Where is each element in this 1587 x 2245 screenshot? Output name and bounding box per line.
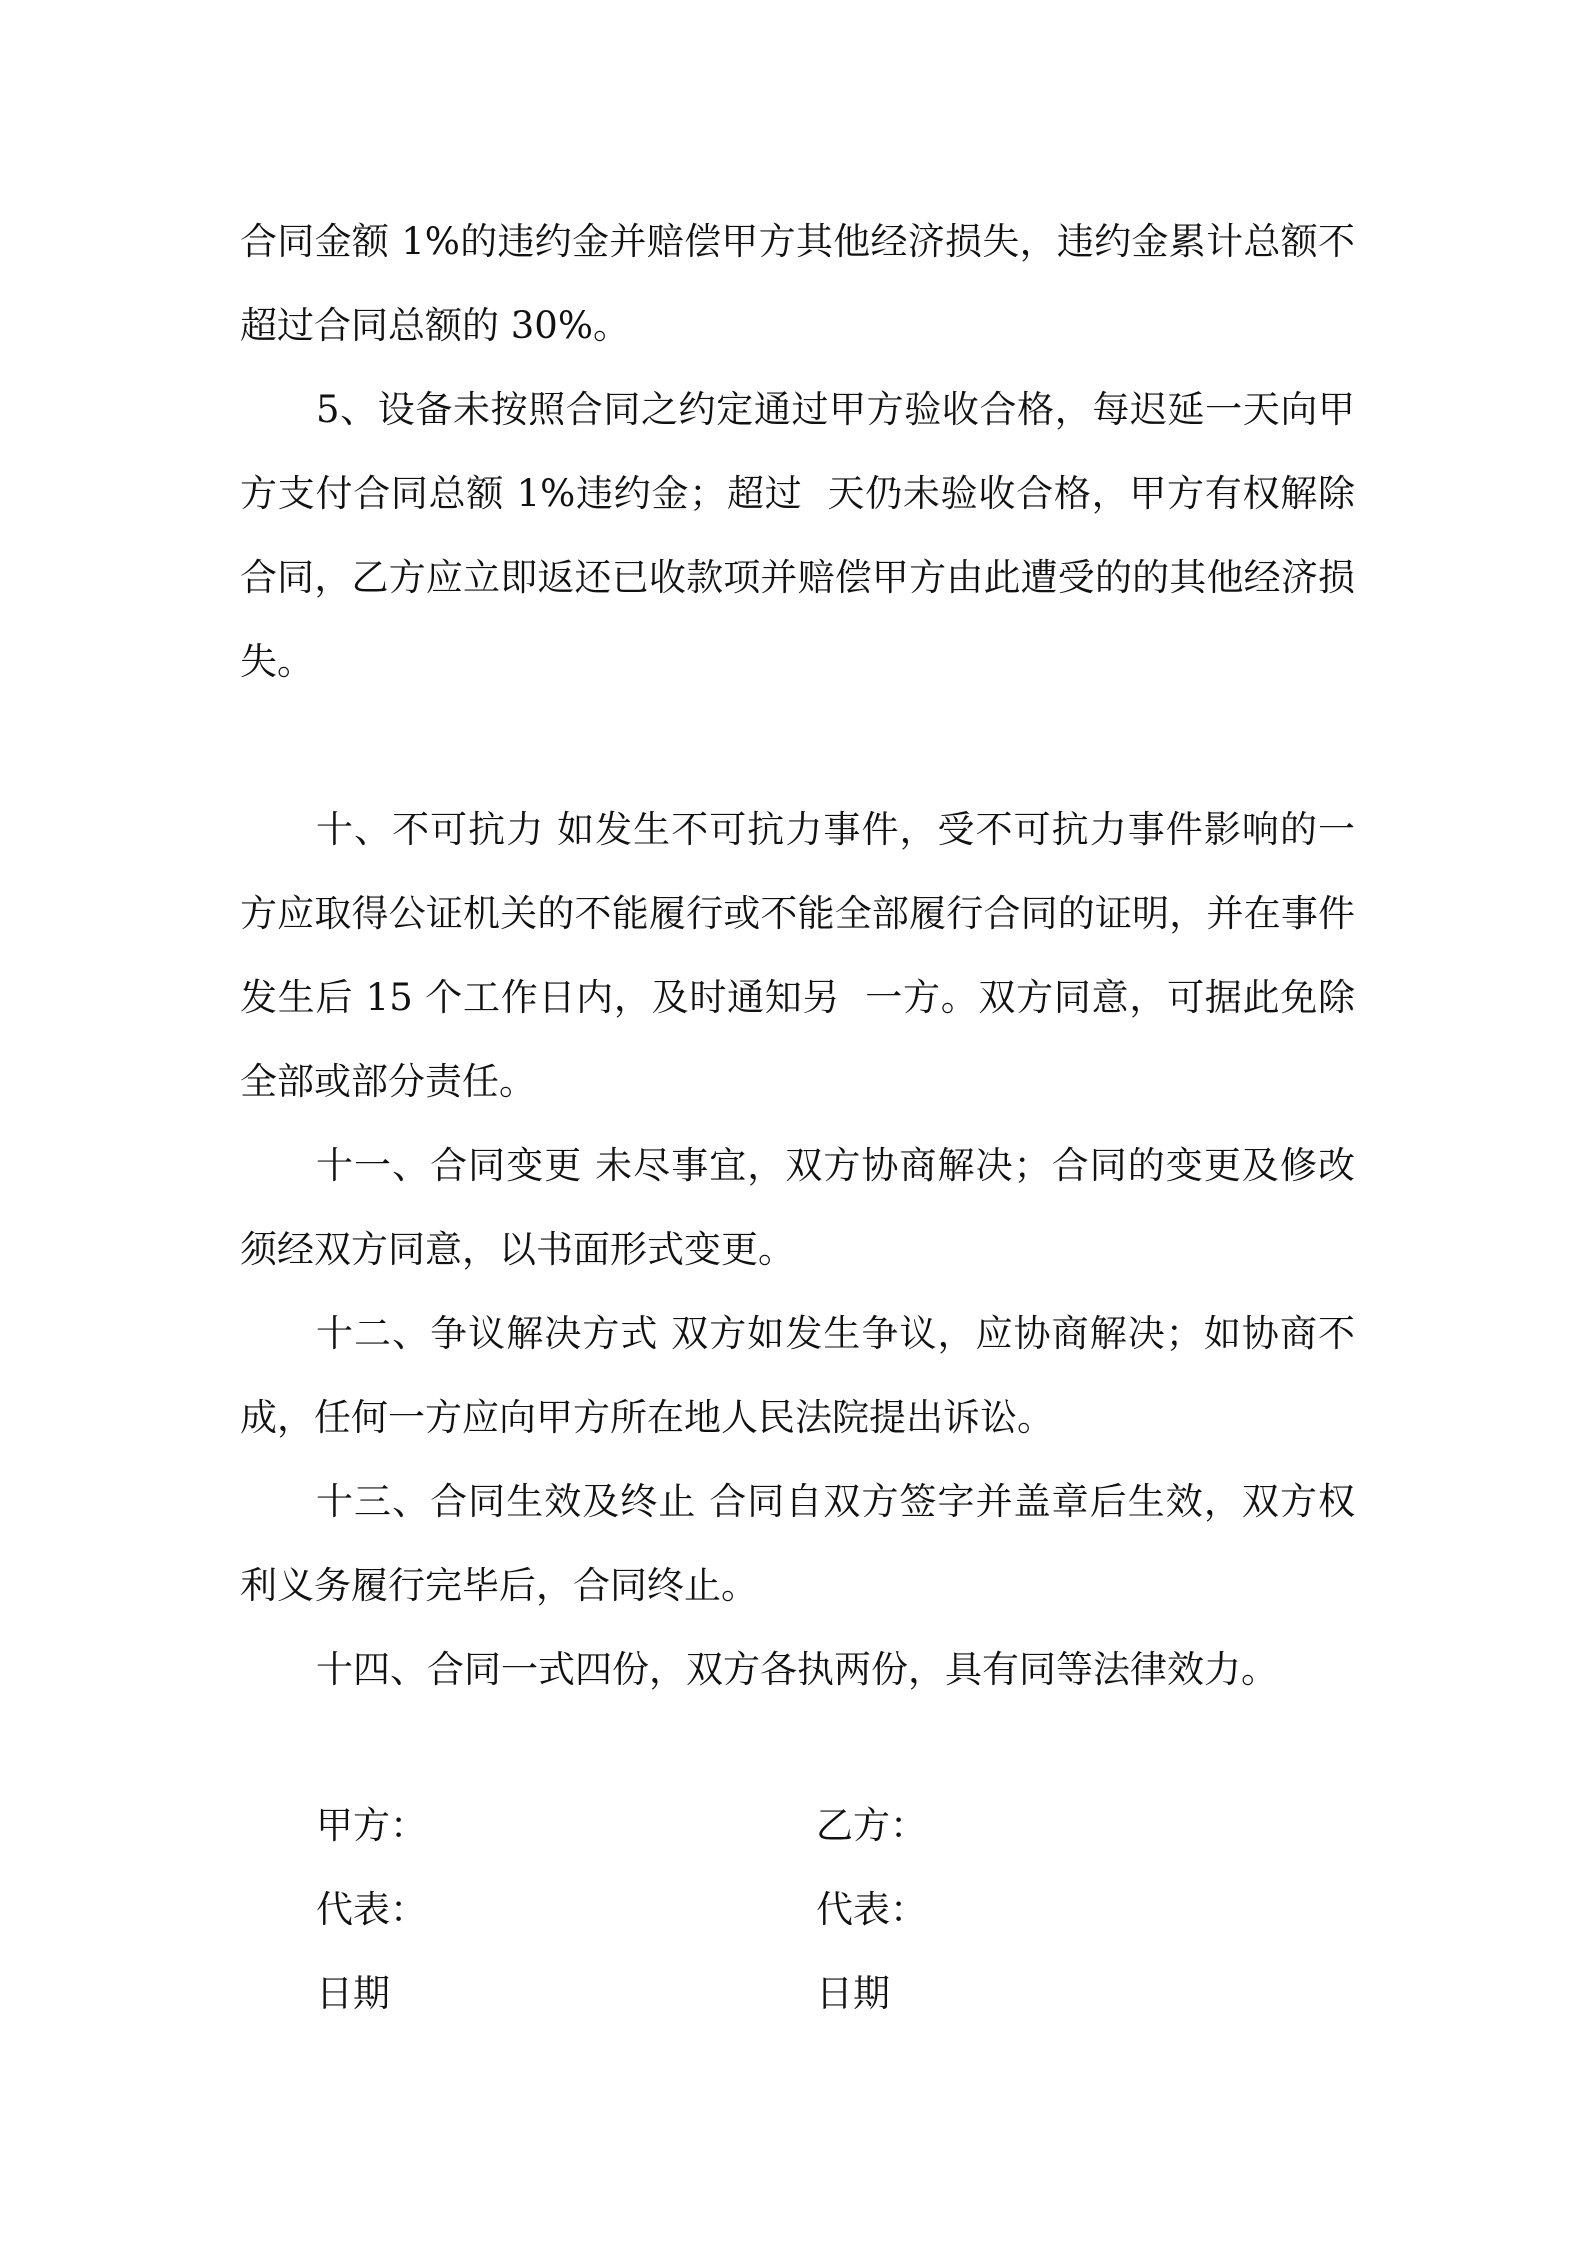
party-b-label: 乙方： [816, 1804, 927, 1847]
signature-row-representative [316, 1868, 1316, 1952]
signature-row-party [316, 1784, 1316, 1868]
document-body [240, 200, 1355, 1712]
signature-row-date [316, 1952, 1316, 2036]
paragraph-contract-change: 十一、合同变更 未尽事宜，双方协商解决；合同的变更及修改须经双方同意，以书面形式变更。 [240, 1144, 1355, 1271]
representative-b-label: 代表： [816, 1888, 927, 1931]
date-a-label: 日期 [316, 1972, 390, 2015]
representative-a-label: 代表： [316, 1888, 427, 1931]
paragraph-force-majeure: 十、不可抗力 如发生不可抗力事件，受不可抗力事件影响的一方应取得公证机关的不能履行或不能全部履行合同的证明，并在事件发生后 15 个工作日内，及时通知另 一方。双方同意，可据此免除全部或部分责任。 [240, 808, 1355, 1103]
party-a-label: 甲方： [316, 1804, 427, 1847]
paragraph-penalty-cap: 合同金额 1%的违约金并赔偿甲方其他经济损失，违约金累计总额不超过合同总额的 30%。 [240, 220, 1355, 347]
paragraph-copies: 十四、合同一式四份，双方各执两份，具有同等法律效力。 [316, 1648, 1278, 1691]
paragraph-acceptance-delay: 5、设备未按照合同之约定通过甲方验收合格，每迟延一天向甲方支付合同总额 1%违约金；超过 天仍未验收合格，甲方有权解除合同，乙方应立即返还已收款项并赔偿甲方由此遭受的的其他经济损失。 [240, 388, 1355, 683]
paragraph-effect-termination: 十三、合同生效及终止 合同自双方签字并盖章后生效，双方权利义务履行完毕后，合同终止。 [240, 1480, 1355, 1607]
signature-block [316, 1784, 1316, 2036]
paragraph-spacer [240, 704, 1355, 788]
paragraph-dispute-resolution: 十二、争议解决方式 双方如发生争议，应协商解决；如协商不成，任何一方应向甲方所在地人民法院提出诉讼。 [240, 1312, 1355, 1439]
date-b-label: 日期 [816, 1972, 890, 2015]
